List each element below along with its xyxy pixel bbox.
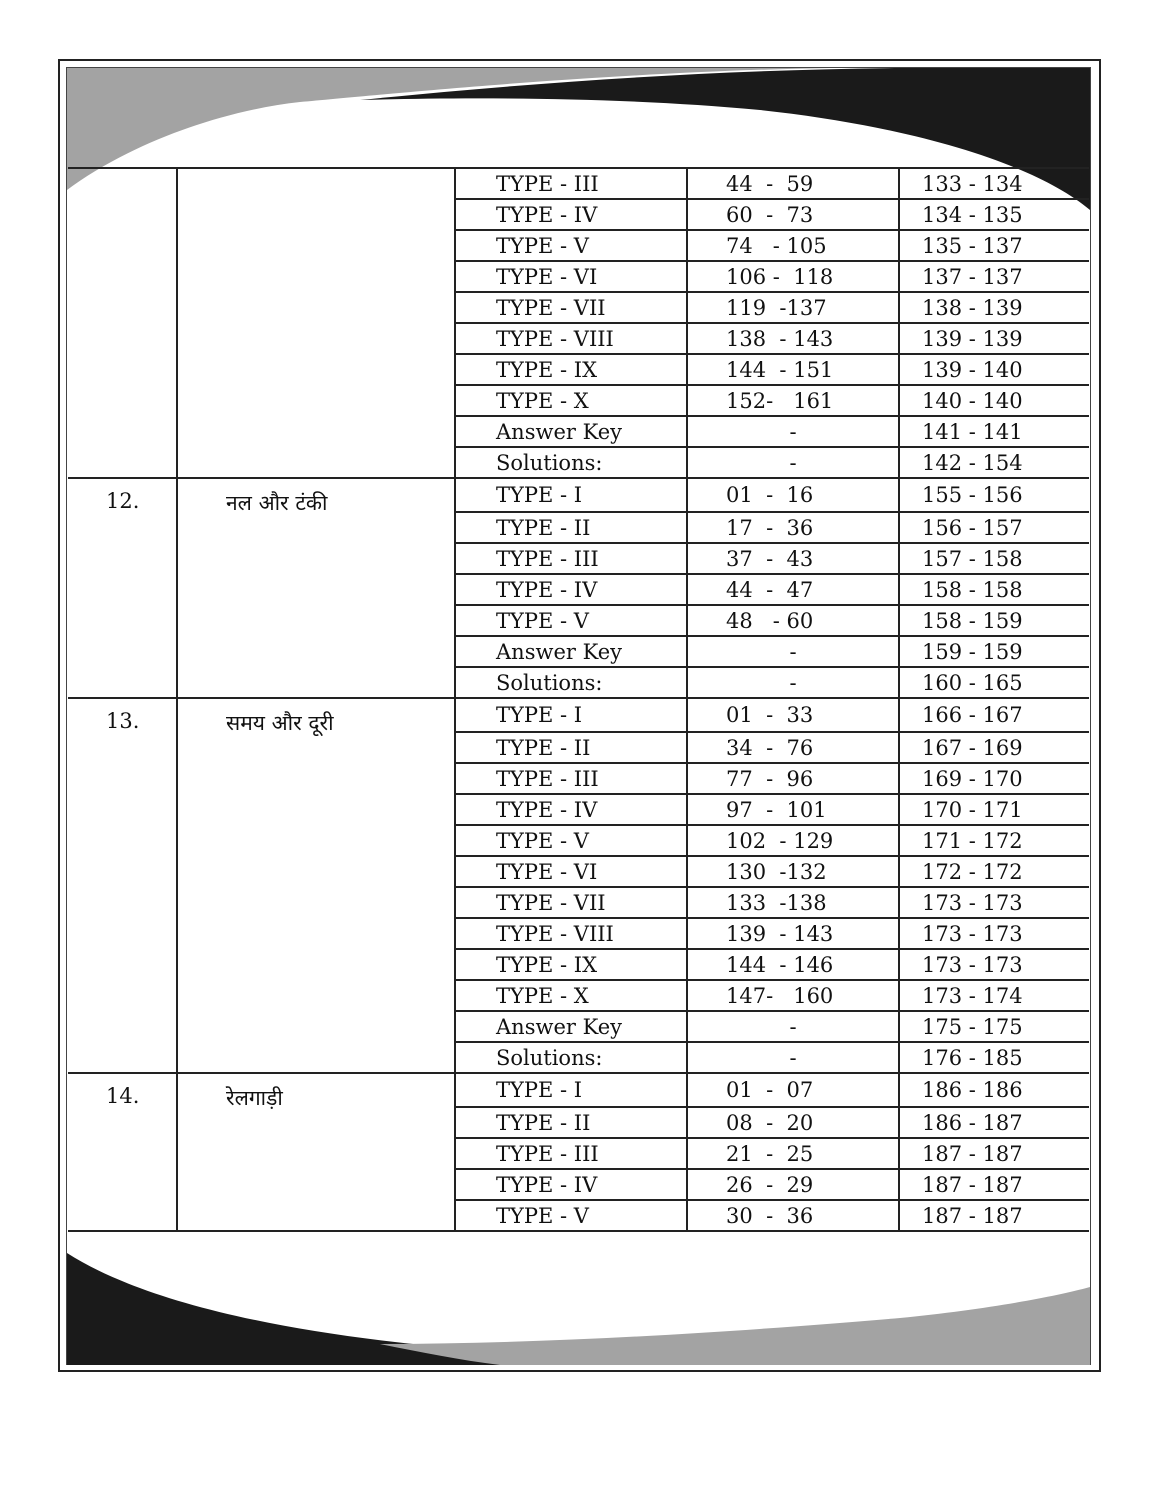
page-range: 167 - 169 [899, 732, 1089, 763]
question-type: TYPE - X [455, 385, 687, 416]
question-range: - [687, 667, 899, 698]
page-range: 173 - 173 [899, 887, 1089, 918]
page-range: 173 - 174 [899, 980, 1089, 1011]
question-range: 133 -138 [687, 887, 899, 918]
page-range: 187 - 187 [899, 1169, 1089, 1200]
question-type: Answer Key [455, 416, 687, 447]
question-type: TYPE - III [455, 543, 687, 574]
question-type: TYPE - IX [455, 354, 687, 385]
question-range: 30 - 36 [687, 1200, 899, 1231]
question-range: 01 - 33 [687, 698, 899, 732]
question-range: 08 - 20 [687, 1107, 899, 1138]
question-type: TYPE - V [455, 230, 687, 261]
question-range: 138 - 143 [687, 323, 899, 354]
question-range: 130 -132 [687, 856, 899, 887]
page-range: 140 - 140 [899, 385, 1089, 416]
question-type: TYPE - IX [455, 949, 687, 980]
page-range: 170 - 171 [899, 794, 1089, 825]
table-row [68, 1073, 1089, 1107]
question-range: 144 - 151 [687, 354, 899, 385]
question-type: TYPE - X [455, 980, 687, 1011]
page-range: 186 - 186 [899, 1073, 1089, 1107]
chapter-number: 13. [68, 698, 177, 1073]
chapter-title: समय और दूरी [177, 698, 455, 1073]
chapter-title: रेलगाड़ी [177, 1073, 455, 1231]
question-type: TYPE - III [455, 1138, 687, 1169]
question-type: Answer Key [455, 636, 687, 667]
page-range: 158 - 158 [899, 574, 1089, 605]
page-range: 135 - 137 [899, 230, 1089, 261]
chapter-title: नल और टंकी [177, 478, 455, 698]
question-range: 139 - 143 [687, 918, 899, 949]
question-type: TYPE - VIII [455, 918, 687, 949]
question-range: - [687, 1011, 899, 1042]
question-type: TYPE - IV [455, 199, 687, 230]
question-range: 17 - 36 [687, 512, 899, 543]
page-range: 156 - 157 [899, 512, 1089, 543]
bottom-gray-swoosh [380, 1287, 1090, 1365]
question-range: 34 - 76 [687, 732, 899, 763]
page-range: 175 - 175 [899, 1011, 1089, 1042]
question-type: TYPE - II [455, 1107, 687, 1138]
question-type: Solutions: [455, 447, 687, 478]
question-type: TYPE - II [455, 732, 687, 763]
question-type: TYPE - I [455, 698, 687, 732]
question-range: 44 - 47 [687, 574, 899, 605]
question-range: 74 - 105 [687, 230, 899, 261]
question-range: 102 - 129 [687, 825, 899, 856]
question-type: TYPE - VIII [455, 323, 687, 354]
page-range: 137 - 137 [899, 261, 1089, 292]
page-range: 138 - 139 [899, 292, 1089, 323]
question-type: TYPE - IV [455, 794, 687, 825]
question-range: 26 - 29 [687, 1169, 899, 1200]
chapter-number: 14. [68, 1073, 177, 1231]
page-range: 187 - 187 [899, 1138, 1089, 1169]
page-range: 139 - 139 [899, 323, 1089, 354]
page-range: 173 - 173 [899, 918, 1089, 949]
contents-table [68, 167, 1089, 1232]
page-range: 169 - 170 [899, 763, 1089, 794]
page-range: 155 - 156 [899, 478, 1089, 512]
page-range: 158 - 159 [899, 605, 1089, 636]
question-type: TYPE - III [455, 168, 687, 199]
question-range: 106 - 118 [687, 261, 899, 292]
question-range: 01 - 16 [687, 478, 899, 512]
question-type: TYPE - VII [455, 292, 687, 323]
question-range: 21 - 25 [687, 1138, 899, 1169]
question-range: 97 - 101 [687, 794, 899, 825]
question-range: - [687, 447, 899, 478]
table-row [68, 168, 1089, 199]
question-range: - [687, 1042, 899, 1073]
page-range: 160 - 165 [899, 667, 1089, 698]
page-range: 134 - 135 [899, 199, 1089, 230]
chapter-number [68, 168, 177, 478]
table-row [68, 478, 1089, 512]
question-type: TYPE - VI [455, 856, 687, 887]
question-range: 37 - 43 [687, 543, 899, 574]
question-range: 152- 161 [687, 385, 899, 416]
question-range: 60 - 73 [687, 199, 899, 230]
question-type: TYPE - V [455, 605, 687, 636]
question-range: 119 -137 [687, 292, 899, 323]
page-range: 187 - 187 [899, 1200, 1089, 1231]
question-type: TYPE - VI [455, 261, 687, 292]
chapter-title [177, 168, 455, 478]
question-type: TYPE - VII [455, 887, 687, 918]
page-range: 133 - 134 [899, 168, 1089, 199]
chapter-number: 12. [68, 478, 177, 698]
question-range: 01 - 07 [687, 1073, 899, 1107]
question-type: TYPE - V [455, 825, 687, 856]
page-range: 172 - 172 [899, 856, 1089, 887]
page-range: 157 - 158 [899, 543, 1089, 574]
question-type: TYPE - IV [455, 1169, 687, 1200]
question-range: 144 - 146 [687, 949, 899, 980]
question-range: 48 - 60 [687, 605, 899, 636]
question-type: TYPE - II [455, 512, 687, 543]
question-type: TYPE - IV [455, 574, 687, 605]
question-type: Answer Key [455, 1011, 687, 1042]
question-type: TYPE - I [455, 478, 687, 512]
question-range: - [687, 416, 899, 447]
page-range: 141 - 141 [899, 416, 1089, 447]
table-row [68, 698, 1089, 732]
question-range: - [687, 636, 899, 667]
question-type: Solutions: [455, 1042, 687, 1073]
page-range: 142 - 154 [899, 447, 1089, 478]
page-range: 171 - 172 [899, 825, 1089, 856]
page-range: 173 - 173 [899, 949, 1089, 980]
page-range: 159 - 159 [899, 636, 1089, 667]
question-type: Solutions: [455, 667, 687, 698]
page-range: 166 - 167 [899, 698, 1089, 732]
page-range: 176 - 185 [899, 1042, 1089, 1073]
page-range: 139 - 140 [899, 354, 1089, 385]
question-type: TYPE - V [455, 1200, 687, 1231]
question-type: TYPE - I [455, 1073, 687, 1107]
page-range: 186 - 187 [899, 1107, 1089, 1138]
question-range: 147- 160 [687, 980, 899, 1011]
question-range: 77 - 96 [687, 763, 899, 794]
question-type: TYPE - III [455, 763, 687, 794]
question-range: 44 - 59 [687, 168, 899, 199]
